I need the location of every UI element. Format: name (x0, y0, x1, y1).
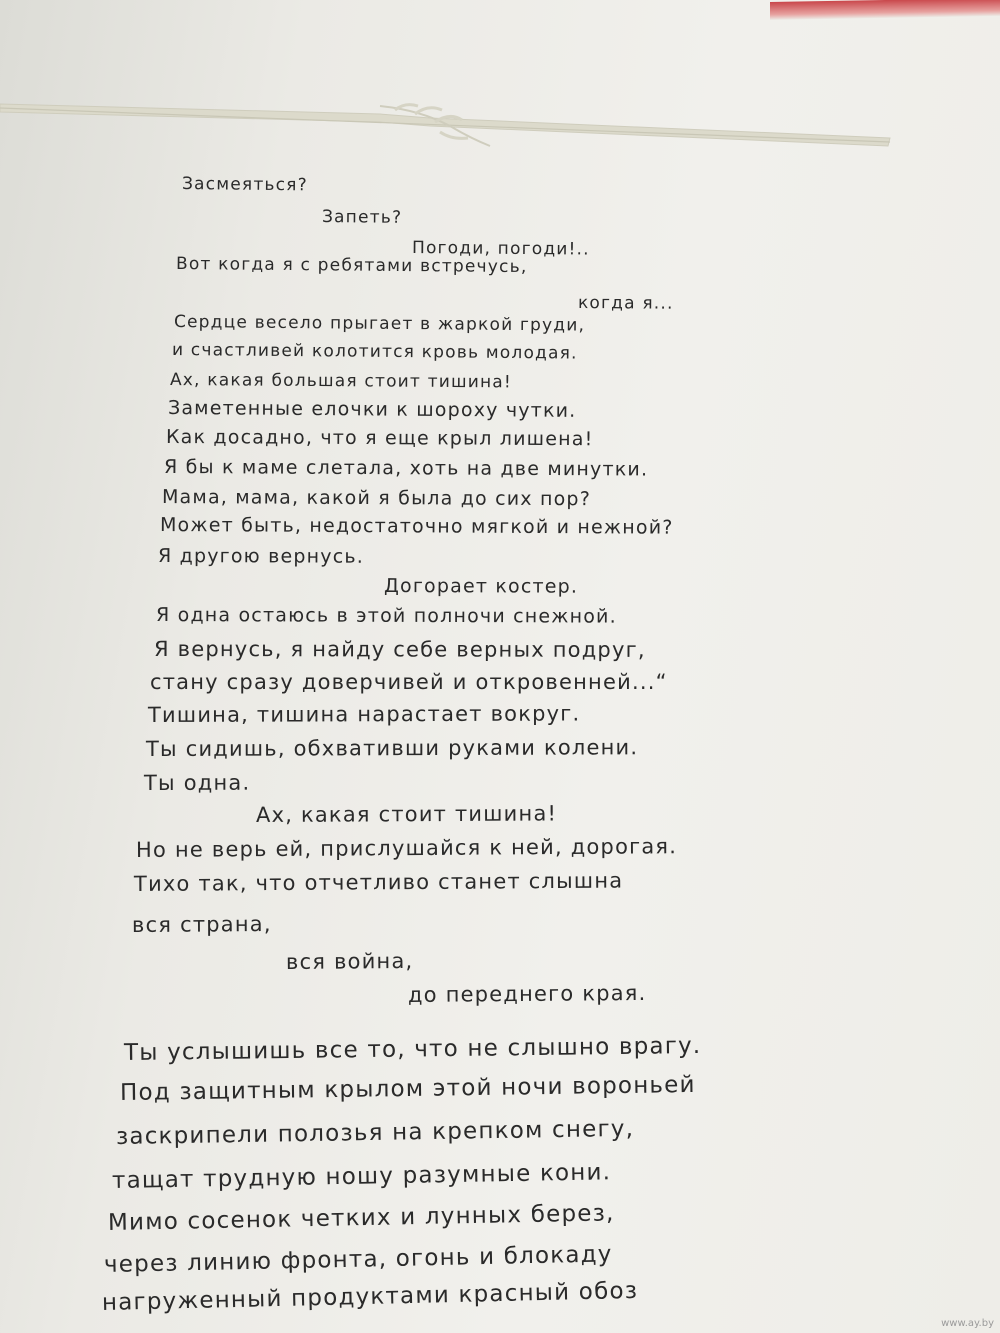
poem-line: Тихо так, что отчетливо станет слышна (133, 868, 624, 896)
poem-line: Я бы к маме слетала, хоть на две минутки. (163, 456, 649, 481)
poem-line: Но не верь ей, прислушайся к ней, дорогая. (135, 834, 678, 862)
poem-line: Я другою вернусь. (157, 545, 365, 568)
poem-line: до переднего края. (407, 980, 647, 1007)
poem-line: когда я... (577, 293, 674, 314)
poem-line: Мимо сосенок четких и лунных берез, (107, 1200, 615, 1236)
poem-line: Сердце весело прыгает в жаркой груди, (173, 312, 586, 336)
poem-line: заскрипели полозья на крепком снегу, (115, 1115, 635, 1150)
poem-line: Засмеяться? (181, 174, 309, 196)
poem-line: Как досадно, что я еще крыл лишена! (165, 426, 594, 451)
poem-line: вся война, (285, 948, 414, 974)
poem-line: Ах, какая стоит тишина! (255, 801, 558, 827)
poem-line: Может быть, недостаточно мягкой и нежной? (159, 514, 674, 539)
poem-line: Ты сидишь, обхвативши руками колени. (145, 735, 639, 761)
poem-line: стану сразу доверчивей и откровенней...“ (150, 670, 668, 694)
poem-line: Заметенные елочки к шороху чутки. (167, 397, 577, 422)
poem-line: Мама, мама, какой я была до сих пор? (161, 486, 592, 511)
poem-line: Под защитным крылом этой ночи вороньей (119, 1071, 696, 1106)
poem-line: Я одна остаюсь в этой полночи снежной. (155, 604, 617, 628)
poem-line: и счастливей колотится кровь молодая. (171, 340, 578, 364)
poem-line: нагруженный продуктами красный обоз (101, 1277, 639, 1316)
poem-line: Погоди, погоди!.. (411, 238, 590, 260)
poem-line: Запеть? (321, 207, 403, 228)
poem-line: Ты услышишь все то, что не слышно врагу. (123, 1032, 702, 1066)
poem-line: Я вернусь, я найду себе верных подруг, (153, 637, 646, 662)
poem-line: Ты одна. (143, 770, 251, 795)
poem-line: Ах, какая большая стоит тишина! (169, 370, 513, 393)
poem-line: Тишина, тишина нарастает вокруг. (147, 701, 581, 727)
watermark: www.ay.by (941, 1318, 994, 1329)
poem-line: вся страна, (131, 912, 272, 937)
poem-line: тащат трудную ношу разумные кони. (111, 1159, 612, 1194)
poem-line: Вот когда я с ребятами встречусь, (175, 254, 528, 278)
poem-line: через линию фронта, огонь и блокаду (103, 1241, 613, 1278)
poem-line: Догорает костер. (383, 575, 579, 598)
